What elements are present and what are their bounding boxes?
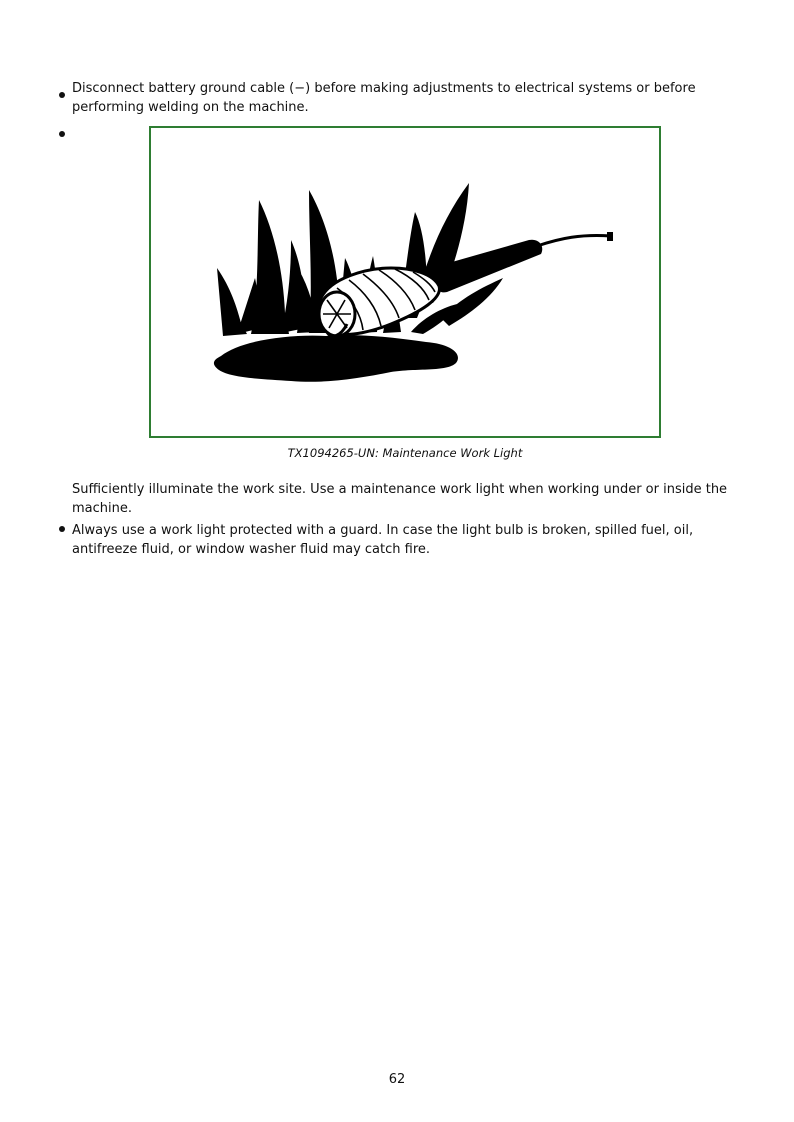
bullet-marker [59,92,65,98]
lamp-cable [537,235,611,246]
page-number: 62 [388,1072,406,1087]
lamp-cable-end [607,232,613,241]
work-light-figure [149,126,661,438]
figure-caption: TX1094265-UN: Maintenance Work Light [287,446,523,460]
bullet-marker [59,131,65,137]
guard-warning-text: Always use a work light protected with a guard. In case the light bulb is broken, spilled fuel, oil, antifreeze fluid, or window washer fluid may catch fire. [72,523,694,557]
bullet-marker [59,526,65,532]
spill-puddle [214,335,458,382]
illuminate-text: Sufficiently illuminate the work site. Use a maintenance work light when working under or inside the machine. [72,482,728,516]
battery-warning-text: Disconnect battery ground cable (−) before making adjustments to electrical systems or before performing welding on the machine. [72,81,696,115]
work-light-illustration [151,128,659,436]
